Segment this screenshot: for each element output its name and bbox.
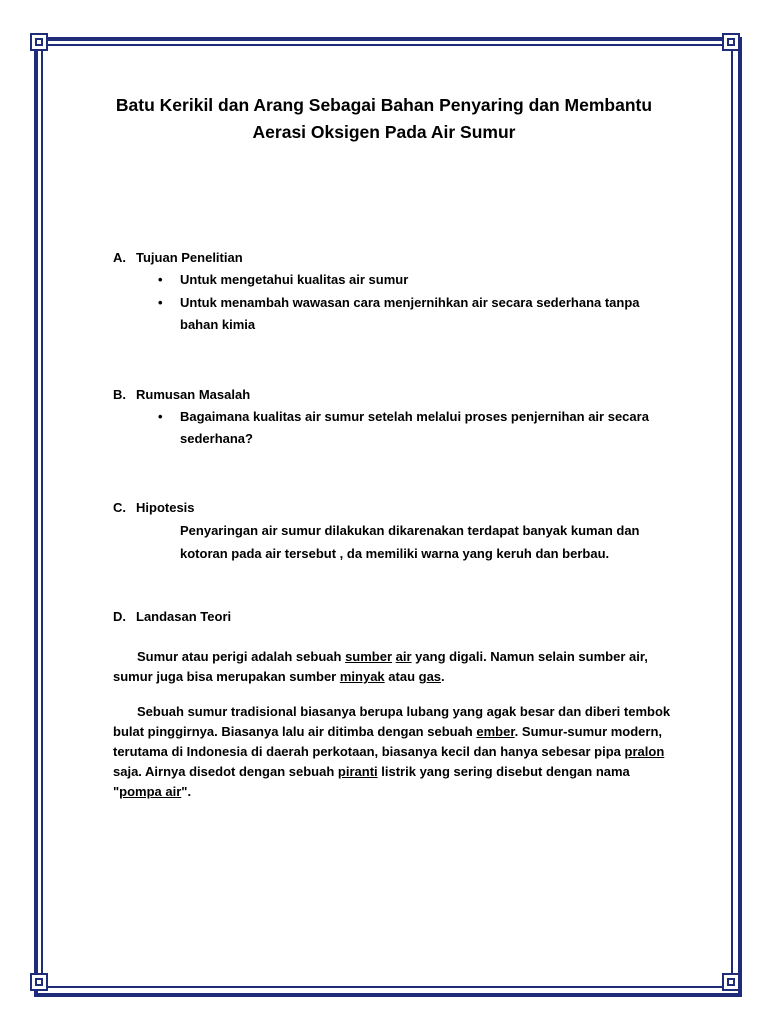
section-b-title: Rumusan Masalah [136, 387, 251, 402]
link-sumber[interactable]: sumber [345, 649, 393, 664]
title-line-2: Aerasi Oksigen Pada Air Sumur [252, 122, 516, 142]
section-d-title: Landasan Teori [136, 609, 232, 624]
link-pralon[interactable]: pralon [624, 744, 665, 759]
text-span: listrik yang sering disebut dengan nama " [113, 764, 630, 799]
section-c-letter: C. [113, 500, 126, 515]
corner-ornament-top-right [722, 33, 740, 51]
corner-ornament-bottom-right [722, 973, 740, 991]
text-span: . Sumur-sumur modern, terutama di Indonesia di daerah perkotaan, biasanya kecil dan hanya sebesar pipa [113, 724, 663, 759]
bullet-dot: • [158, 409, 163, 424]
section-a-bullet-text: Untuk mengetahui kualitas air sumur [180, 272, 409, 287]
theory-paragraph-2 [113, 702, 673, 802]
section-a-bullet-text: Untuk menambah wawasan cara menjernihkan air secara sederhana tanpa bahan kimia [180, 295, 640, 332]
text-span: Sebuah sumur tradisional biasanya berupa lubang yang agak besar dan diberi tembok bulat pinggirnya. Biasanya lalu air ditimba dengan sebuah [113, 704, 671, 739]
bullet-dot: • [158, 295, 163, 310]
section-a-bullet [158, 292, 668, 336]
hypothesis-text: Penyaringan air sumur dilakukan dikarenakan terdapat banyak kuman dan kotoran pada air tersebut , da memiliki warna yang keruh dan berbau. [180, 523, 640, 561]
text-span: yang digali. Namun selain sumber air, sumur juga bisa merupakan sumber [113, 649, 648, 684]
document-title [60, 92, 708, 146]
text-span: ". [181, 784, 192, 799]
section-d-heading [113, 607, 231, 627]
link-ember[interactable]: ember [476, 724, 515, 739]
section-b-letter: B. [113, 387, 126, 402]
theory-paragraph-1 [113, 647, 673, 687]
link-air[interactable]: air [395, 649, 412, 664]
link-gas[interactable]: gas [418, 669, 442, 684]
section-d-letter: D. [113, 609, 126, 624]
text-span: atau [384, 669, 419, 684]
text-span: Sumur atau perigi adalah sebuah [137, 649, 346, 664]
section-a-bullet [158, 269, 678, 291]
text-span: . [441, 669, 445, 684]
link-pompa-air[interactable]: pompa air [119, 784, 182, 799]
link-piranti[interactable]: piranti [337, 764, 378, 779]
section-b-bullet [158, 406, 668, 450]
section-a-heading [113, 248, 243, 268]
section-c-title: Hipotesis [136, 500, 195, 515]
text-span: saja. Airnya disedot dengan sebuah [113, 764, 338, 779]
section-a-letter: A. [113, 250, 126, 265]
section-a-title: Tujuan Penelitian [136, 250, 243, 265]
link-minyak[interactable]: minyak [339, 669, 385, 684]
corner-ornament-top-left [30, 33, 48, 51]
section-b-bullet-text: Bagaimana kualitas air sumur setelah melalui proses penjernihan air secara sederhana? [180, 409, 649, 446]
bullet-dot: • [158, 272, 163, 287]
title-line-1: Batu Kerikil dan Arang Sebagai Bahan Penyaring dan Membantu [115, 95, 653, 115]
section-b-heading [113, 385, 250, 405]
section-c-heading [113, 498, 195, 518]
corner-ornament-bottom-left [30, 973, 48, 991]
